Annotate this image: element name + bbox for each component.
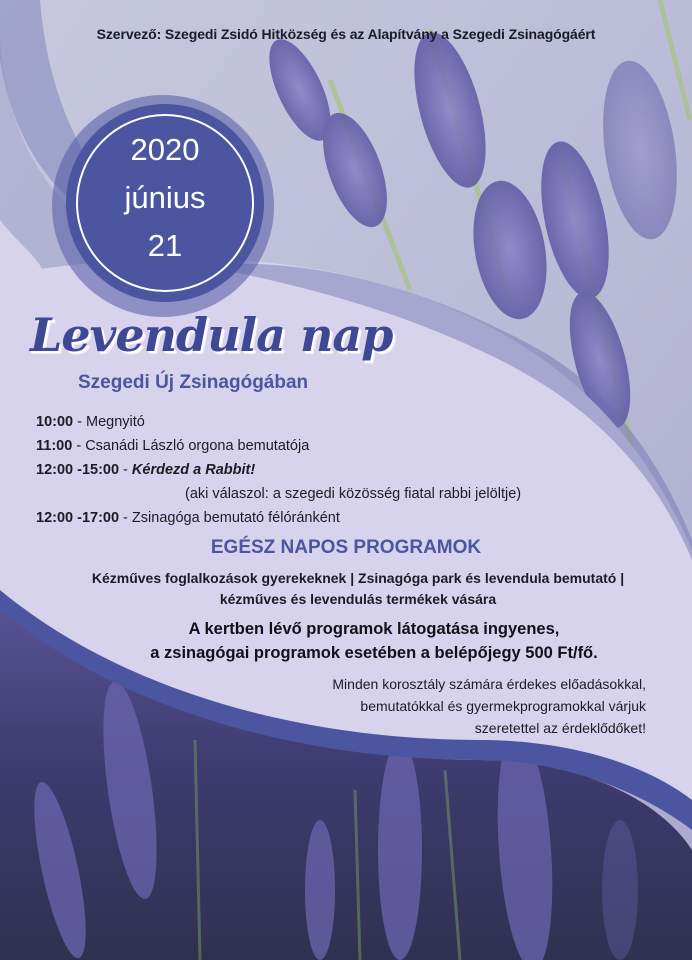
schedule-sep: - bbox=[119, 510, 132, 526]
schedule-sep: - bbox=[73, 414, 86, 430]
invite-line: bemutatókkal és gyermekprogramokkal várjuk bbox=[360, 698, 646, 714]
fee-line: A kertben lévő programok látogatása ingyenes, bbox=[188, 620, 560, 638]
schedule-sep: - bbox=[72, 438, 86, 454]
event-venue: Szegedi Új Zsinagógában bbox=[78, 372, 309, 393]
schedule-item bbox=[36, 458, 521, 482]
schedule-note: (aki válaszol: a szegedi közösség fiatal rabbi jelöltje) bbox=[185, 486, 522, 502]
date-text bbox=[76, 126, 254, 270]
date-year: 2020 bbox=[130, 132, 200, 167]
event-title: Levendula nap bbox=[30, 308, 393, 362]
schedule-text: Csanádi László orgona bemutatója bbox=[85, 438, 310, 454]
invite-line: szeretettel az érdeklődőket! bbox=[474, 720, 646, 736]
schedule-time: 11:00 bbox=[36, 438, 73, 454]
schedule-item bbox=[36, 506, 521, 530]
invitation-text bbox=[332, 673, 646, 739]
schedule-text: Zsinagóga bemutató félóránként bbox=[131, 510, 340, 526]
organizer-line: Szervező: Szegedi Zsidó Hitközség és az Alapítvány a Szegedi Zsinagógáért bbox=[96, 26, 596, 42]
allday-line: Kézműves foglalkozások gyerekeknek | Zsinagóga park és levendula bemutató | bbox=[91, 570, 625, 586]
schedule-time: 12:00 -15:00 bbox=[36, 462, 120, 478]
schedule-time: 12:00 -17:00 bbox=[36, 510, 120, 526]
invite-line: Minden korosztály számára érdekes előadásokkal, bbox=[332, 676, 646, 692]
schedule-item bbox=[36, 410, 521, 434]
schedule-item bbox=[36, 434, 521, 458]
schedule-sep: - bbox=[119, 462, 132, 478]
schedule-text: Kérdezd a Rabbit! bbox=[131, 462, 256, 478]
schedule-list bbox=[36, 410, 521, 530]
schedule-time: 10:00 bbox=[36, 414, 74, 430]
date-month: június bbox=[124, 180, 206, 215]
schedule-text: Megnyitó bbox=[85, 414, 145, 430]
fee-info bbox=[0, 617, 692, 665]
allday-programs bbox=[0, 568, 692, 610]
allday-line: kézműves és levendulás termékek vására bbox=[219, 591, 497, 607]
fee-line: a zsinagógai programok esetében a belépőjegy 500 Ft/fő. bbox=[150, 644, 598, 662]
date-day: 21 bbox=[147, 228, 183, 263]
allday-heading: EGÉSZ NAPOS PROGRAMOK bbox=[210, 537, 482, 558]
